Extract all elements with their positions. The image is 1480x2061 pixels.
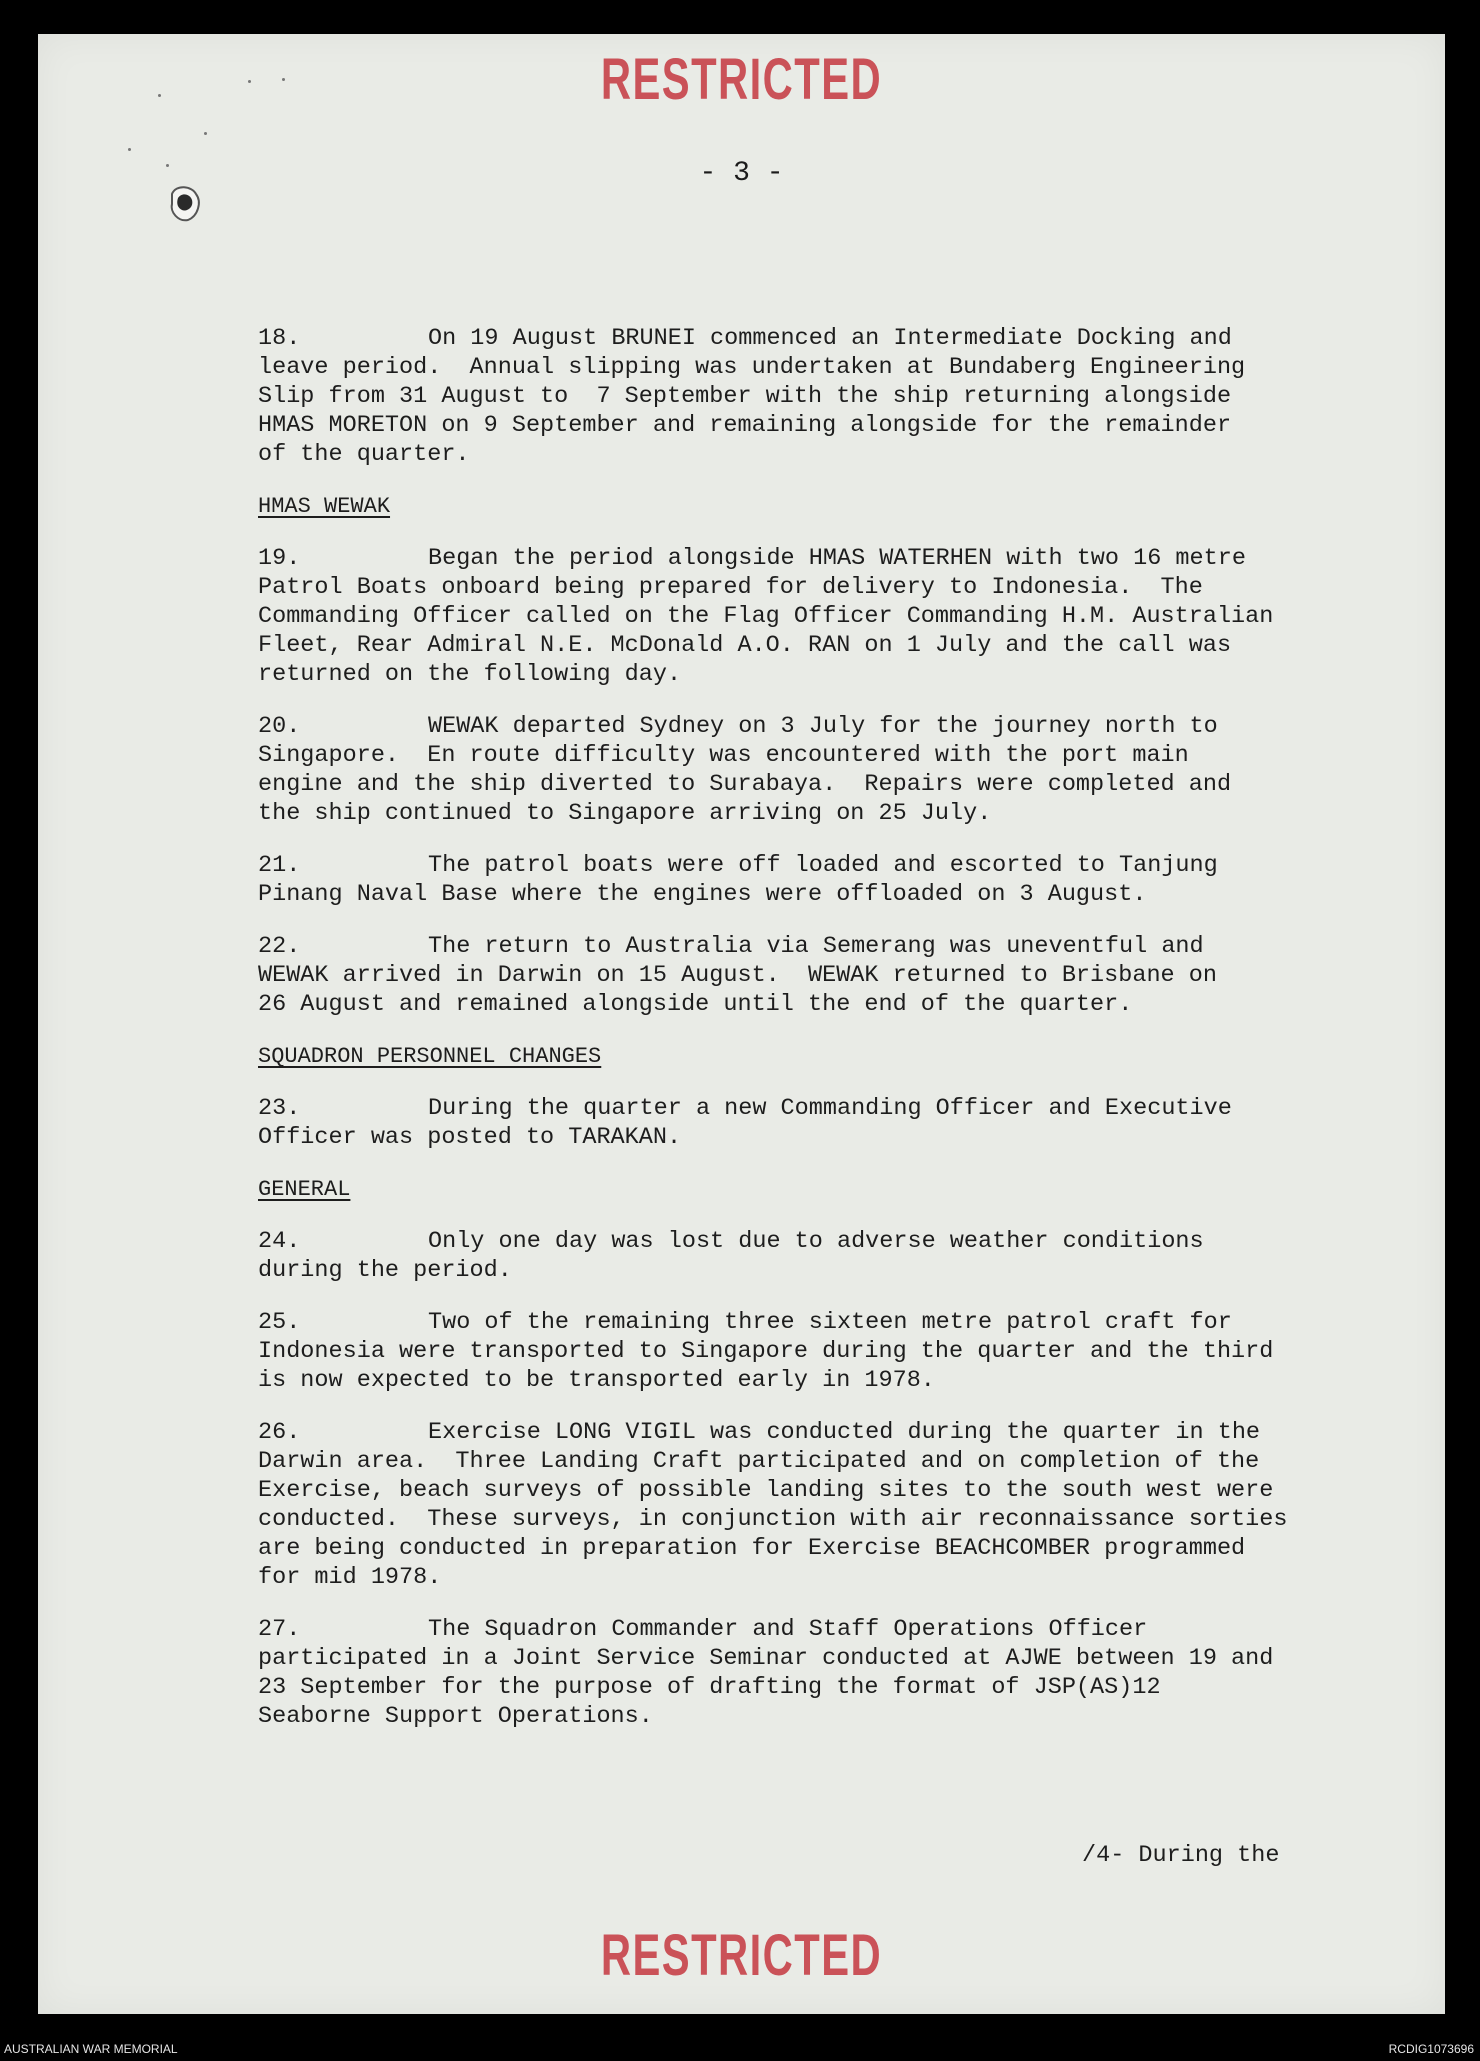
section-heading: HMAS WEWAK xyxy=(258,494,391,519)
paragraph-line: Slip from 31 August to 7 September with the ship returning alongside xyxy=(258,383,1232,410)
punch-hole-mark xyxy=(166,182,204,224)
paragraph-line-text: The patrol boats were off loaded and escorted to Tanjung xyxy=(428,852,1218,879)
paragraph-line: WEWAK arrived in Darwin on 15 August. WEWAK returned to Brisbane on xyxy=(258,962,1217,989)
paragraph-line-text: WEWAK departed Sydney on 3 July for the journey north to xyxy=(428,713,1218,740)
paragraph-first-line xyxy=(258,1094,1378,1123)
paragraph-line: Pinang Naval Base where the engines were offloaded on 3 August. xyxy=(258,881,1147,908)
paragraph-number: 26. xyxy=(258,1419,301,1446)
paragraph-first-line xyxy=(258,712,1378,741)
paragraph xyxy=(258,324,1378,469)
footer-archive-name: AUSTRALIAN WAR MEMORIAL xyxy=(4,2042,178,2056)
paragraph-number: 20. xyxy=(258,713,301,740)
paragraph-number: 18. xyxy=(258,325,301,352)
paragraph-line-text: Began the period alongside HMAS WATERHEN with two 16 metre xyxy=(428,545,1246,572)
paragraph-number: 23. xyxy=(258,1095,301,1122)
paragraph-number: 21. xyxy=(258,852,301,879)
paragraph-first-line xyxy=(258,1227,1378,1256)
paragraph-number: 27. xyxy=(258,1616,301,1643)
paragraph xyxy=(258,544,1378,689)
paragraph-first-line xyxy=(258,1615,1378,1644)
paragraph-line: Patrol Boats onboard being prepared for delivery to Indonesia. The xyxy=(258,574,1203,601)
paragraph-line: are being conducted in preparation for Exercise BEACHCOMBER programmed xyxy=(258,1535,1246,1562)
paragraph xyxy=(258,1094,1378,1152)
paragraph-line-text: During the quarter a new Commanding Officer and Executive xyxy=(428,1095,1232,1122)
paragraph-line-text: Exercise LONG VIGIL was conducted during the quarter in the xyxy=(428,1419,1261,1446)
paragraph-number: 24. xyxy=(258,1228,301,1255)
paragraph xyxy=(258,851,1378,909)
paragraph-first-line xyxy=(258,851,1378,880)
paragraph-line: of the quarter. xyxy=(258,441,470,468)
continuation-note: /4- During the xyxy=(1082,1842,1280,1869)
paragraph-first-line xyxy=(258,932,1378,961)
document-body xyxy=(258,324,1378,1754)
paragraph-first-line xyxy=(258,324,1378,353)
paragraph xyxy=(258,932,1378,1019)
paragraph-line: Officer was posted to TARAKAN. xyxy=(258,1124,682,1151)
paragraph-number: 19. xyxy=(258,545,301,572)
paragraph-line-text: Two of the remaining three sixteen metre patrol craft for xyxy=(428,1309,1232,1336)
paragraph xyxy=(258,712,1378,828)
paragraph-line-text: Only one day was lost due to adverse weather conditions xyxy=(428,1228,1204,1255)
paragraph-line: Exercise, beach surveys of possible landing sites to the south west were xyxy=(258,1477,1274,1504)
paragraph-line: Commanding Officer called on the Flag Officer Commanding H.M. Australian xyxy=(258,603,1274,630)
paragraph-line: conducted. These surveys, in conjunction with air reconnaissance sorties xyxy=(258,1506,1288,1533)
paragraph-first-line xyxy=(258,1418,1378,1447)
paragraph-line: the ship continued to Singapore arriving on 25 July. xyxy=(258,800,992,827)
paragraph-line: is now expected to be transported early in 1978. xyxy=(258,1367,935,1394)
paragraph-line: 26 August and remained alongside until the end of the quarter. xyxy=(258,991,1133,1018)
paragraph-line: participated in a Joint Service Seminar conducted at AJWE between 19 and xyxy=(258,1645,1274,1672)
document-page xyxy=(38,34,1445,2014)
paragraph-number: 25. xyxy=(258,1309,301,1336)
paragraph-line: HMAS MORETON on 9 September and remaining alongside for the remainder xyxy=(258,412,1232,439)
paragraph-line: Indonesia were transported to Singapore during the quarter and the third xyxy=(258,1338,1274,1365)
paragraph-first-line xyxy=(258,1308,1378,1337)
paragraph-line: returned on the following day. xyxy=(258,661,682,688)
paragraph-number: 22. xyxy=(258,933,301,960)
paragraph-line-text: On 19 August BRUNEI commenced an Intermediate Docking and xyxy=(428,325,1232,352)
paragraph-first-line xyxy=(258,544,1378,573)
paragraph-line-text: The Squadron Commander and Staff Operations Officer xyxy=(428,1616,1148,1643)
paragraph-line: Seaborne Support Operations. xyxy=(258,1703,653,1730)
page-number: - 3 - xyxy=(699,158,784,189)
paragraph-line: Darwin area. Three Landing Craft participated and on completion of the xyxy=(258,1448,1260,1475)
section-heading: SQUADRON PERSONNEL CHANGES xyxy=(258,1044,602,1069)
paragraph xyxy=(258,1615,1378,1731)
paragraph-line: engine and the ship diverted to Surabaya. Repairs were completed and xyxy=(258,771,1232,798)
paragraph-line: during the period. xyxy=(258,1257,512,1284)
paragraph-line: Singapore. En route difficulty was encountered with the port main xyxy=(258,742,1189,769)
paragraph-line: Fleet, Rear Admiral N.E. McDonald A.O. RAN on 1 July and the call was xyxy=(258,632,1232,659)
paragraph xyxy=(258,1227,1378,1285)
paragraph-line: for mid 1978. xyxy=(258,1564,442,1591)
paragraph xyxy=(258,1308,1378,1395)
paragraph xyxy=(258,1418,1378,1592)
paragraph-line: leave period. Annual slipping was undertaken at Bundaberg Engineering xyxy=(258,354,1246,381)
restricted-stamp-bottom: RESTRICTED xyxy=(600,1923,883,1988)
restricted-stamp-top: RESTRICTED xyxy=(600,47,883,112)
paragraph-line: 23 September for the purpose of drafting the format of JSP(AS)12 xyxy=(258,1674,1161,1701)
section-heading: GENERAL xyxy=(258,1177,351,1202)
footer-record-id: RCDIG1073696 xyxy=(1388,2042,1474,2056)
paragraph-line-text: The return to Australia via Semerang was uneventful and xyxy=(428,933,1204,960)
